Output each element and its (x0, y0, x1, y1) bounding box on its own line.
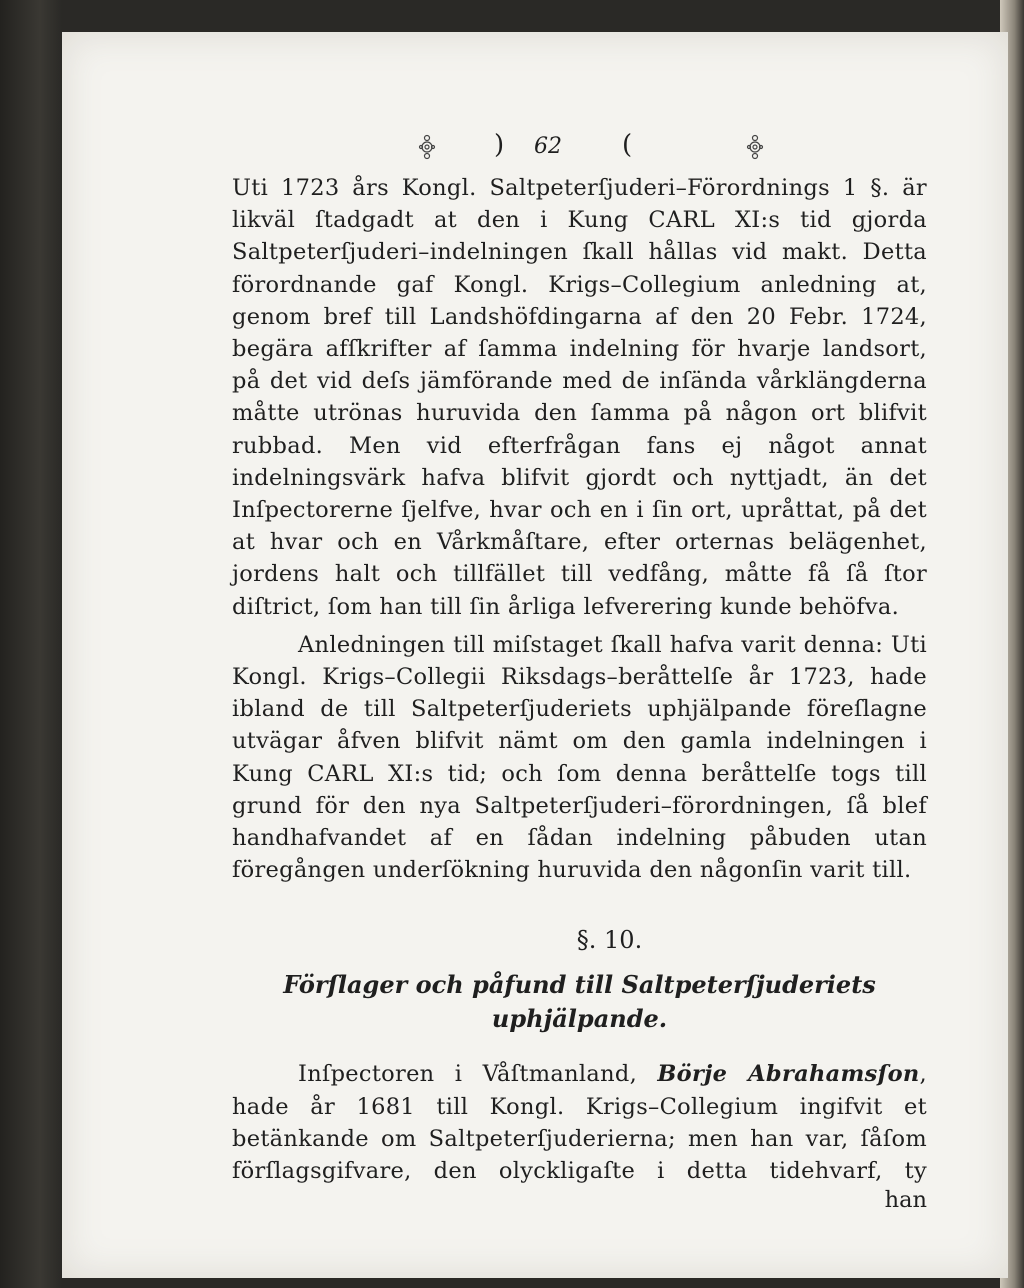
paragraph-3 (232, 1058, 927, 1187)
catchword: han (884, 1187, 927, 1214)
ornament-icon (745, 132, 765, 162)
paragraph-3-rest: , hade år 1681 till Kongl. Krigs–Collegium ingifvit et betänkande om Saltpeterſjuderierna; men han var, ſåſom förſlagsgifvare, den olyckligaſte i detta tidehvarf, ty (232, 1061, 927, 1185)
page-number: 62 (534, 134, 562, 159)
section-heading-line-1: Förſlager och påfund till Saltpeterſjuderiets (283, 970, 876, 1000)
section-heading-line-2: uphjälpande. (491, 1004, 668, 1034)
paragraph-2: Anledningen till miſstaget ſkall hafva varit denna: Uti Kongl. Krigs–Collegii Riksdags–beråttelſe år 1723, hade ibland de till Saltpeterſjuderiets uphjälpande föreſlagne utvägar åfven blifvit nämt om den gamla indelningen i Kung CARL XI:s tid; och ſom denna beråttelſe togs till grund för den nya Saltpeterſjuderi–förordningen, ſå blef handhafvandet af en ſådan indelning påbuden utan föregången underſökning huruvida den någonſin varit till. (232, 631, 927, 884)
book-page (62, 32, 1008, 1278)
page-body (232, 172, 927, 1213)
header-paren-open: ( (622, 130, 633, 160)
ornament-icon (417, 132, 437, 162)
paragraph-1: Uti 1723 års Kongl. Saltpeterſjuderi–Förordnings 1 §. är likväl ſtadgadt at den i Kung CARL XI:s tid gjorda Saltpeterſjuderi–indelningen ſkall hållas vid makt. Detta förordnande gaf Kongl. Krigs–Collegium anledning at, genom bref till Landshöfdingarna af den 20 Febr. 1724, begära afſkrifter af ſamma indelning för hvarje landsort, på det vid deſs jämförande med de inſända vårklängderna måtte utrönas huruvida den ſamma på någon ort blifvit rubbad. Men vid efterfrågan fans ej något annat indelningsvärk hafva blifvit gjordt och nyttjadt, än det Inſpectorerne ſjelfve, hvar och en i ſin ort, upråttat, på det at hvar och en Vårkmåſtare, efter orternas belägenhet, jordens halt och tillfället till vedfång, måtte få ſå ſtor diſtrict, ſom han till ſin årliga lefverering kunde behöfva. (232, 175, 927, 620)
section-heading (232, 968, 927, 1036)
paragraph-3-start: Inſpectoren i Våſtmanland, (298, 1061, 658, 1088)
header-paren-close: ) (494, 130, 505, 160)
inspector-name: Börje Abrahamsſon (657, 1061, 920, 1088)
section-number: §. 10. (576, 926, 643, 955)
page-header (62, 130, 1008, 170)
